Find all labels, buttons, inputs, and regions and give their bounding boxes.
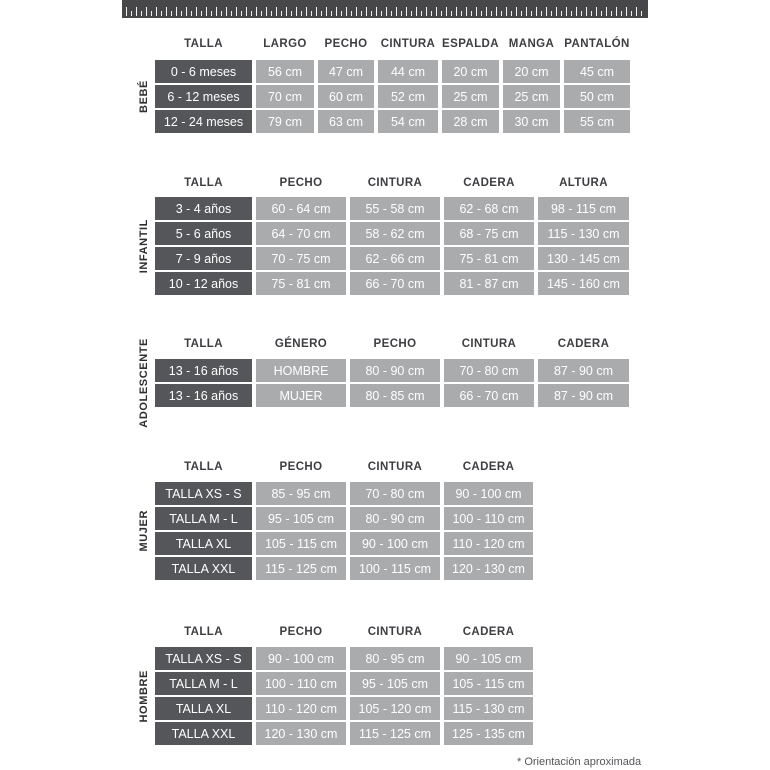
column-header: PECHO — [279, 177, 323, 189]
value-cell: 66 - 70 cm — [350, 272, 440, 295]
table-body — [155, 359, 629, 407]
table-body — [155, 482, 533, 580]
column-header: CINTURA — [380, 38, 436, 50]
value-cell: 66 - 70 cm — [444, 384, 534, 407]
value-cell: 63 cm — [318, 110, 374, 133]
column-header: PANTALÓN — [564, 38, 630, 50]
value-cell: 55 cm — [564, 110, 630, 133]
value-cell: 98 - 115 cm — [538, 197, 629, 220]
section-label-bebé — [136, 60, 152, 133]
column-header: CADERA — [557, 338, 610, 350]
value-cell: 95 - 105 cm — [350, 672, 440, 695]
column-header: CINTURA — [461, 338, 517, 350]
value-cell: 100 - 110 cm — [444, 507, 533, 530]
column-header: TALLA — [184, 461, 223, 473]
value-cell: 110 - 120 cm — [256, 697, 346, 720]
value-cell: 80 - 90 cm — [350, 359, 440, 382]
value-cell: 50 cm — [564, 85, 630, 108]
value-cell: 81 - 87 cm — [444, 272, 534, 295]
value-cell: 70 - 75 cm — [256, 247, 346, 270]
value-cell: 52 cm — [378, 85, 438, 108]
section-label-text: BEBÉ — [138, 80, 150, 113]
value-cell: 120 - 130 cm — [444, 557, 533, 580]
size-table-mujer — [155, 459, 533, 580]
size-cell: TALLA XXL — [155, 722, 252, 745]
value-cell: 75 - 81 cm — [444, 247, 534, 270]
value-cell: 110 - 120 cm — [444, 532, 533, 555]
value-cell: 55 - 58 cm — [350, 197, 440, 220]
value-cell: 120 - 130 cm — [256, 722, 346, 745]
value-cell: 68 - 75 cm — [444, 222, 534, 245]
ruler-major-ticks-icon — [126, 7, 645, 16]
table-header-row — [155, 36, 630, 52]
size-table-bebé — [155, 36, 630, 133]
size-cell: 7 - 9 años — [155, 247, 252, 270]
column-header: TALLA — [184, 626, 223, 638]
column-header: TALLA — [184, 38, 223, 50]
value-cell: 115 - 125 cm — [350, 722, 440, 745]
table-header-row — [155, 175, 629, 191]
value-cell: 87 - 90 cm — [538, 359, 629, 382]
value-cell: 87 - 90 cm — [538, 384, 629, 407]
section-label-text: HOMBRE — [138, 669, 150, 723]
size-cell: 10 - 12 años — [155, 272, 252, 295]
column-header: GÉNERO — [274, 338, 328, 350]
value-cell: 105 - 115 cm — [256, 532, 346, 555]
value-cell: HOMBRE — [256, 359, 346, 382]
size-table-hombre — [155, 624, 533, 745]
column-header: CINTURA — [367, 177, 423, 189]
column-header: TALLA — [184, 177, 223, 189]
size-cell: TALLA M - L — [155, 672, 252, 695]
table-body — [155, 197, 629, 295]
value-cell: 20 cm — [503, 60, 560, 83]
value-cell: 100 - 110 cm — [256, 672, 346, 695]
value-cell: 115 - 125 cm — [256, 557, 346, 580]
column-header: CADERA — [463, 177, 515, 189]
size-cell: 5 - 6 años — [155, 222, 252, 245]
section-label-hombre — [136, 647, 152, 745]
value-cell: 90 - 105 cm — [444, 647, 533, 670]
size-cell: 6 - 12 meses — [155, 85, 252, 108]
size-cell: TALLA XXL — [155, 557, 252, 580]
value-cell: 28 cm — [442, 110, 499, 133]
value-cell: 70 - 80 cm — [350, 482, 440, 505]
column-header: CADERA — [462, 626, 515, 638]
value-cell: 125 - 135 cm — [444, 722, 533, 745]
value-cell: 105 - 120 cm — [350, 697, 440, 720]
value-cell: MUJER — [256, 384, 346, 407]
value-cell: 90 - 100 cm — [350, 532, 440, 555]
size-cell: 13 - 16 años — [155, 359, 252, 382]
column-header: TALLA — [184, 338, 223, 350]
size-cell: TALLA M - L — [155, 507, 252, 530]
value-cell: 80 - 95 cm — [350, 647, 440, 670]
value-cell: 45 cm — [564, 60, 630, 83]
column-header: ALTURA — [559, 177, 608, 189]
size-cell: TALLA XS - S — [155, 647, 252, 670]
size-table-infantil — [155, 175, 629, 295]
table-header-row — [155, 624, 533, 640]
value-cell: 100 - 115 cm — [350, 557, 440, 580]
value-cell: 145 - 160 cm — [538, 272, 629, 295]
value-cell: 95 - 105 cm — [256, 507, 346, 530]
value-cell: 80 - 90 cm — [350, 507, 440, 530]
value-cell: 130 - 145 cm — [538, 247, 629, 270]
value-cell: 44 cm — [378, 60, 438, 83]
value-cell: 70 - 80 cm — [444, 359, 534, 382]
footnote: * Orientación aproximada — [517, 756, 642, 768]
table-body — [155, 60, 630, 133]
section-label-mujer — [136, 482, 152, 580]
value-cell: 70 cm — [256, 85, 314, 108]
value-cell: 115 - 130 cm — [444, 697, 533, 720]
section-label-text: ADOLESCENTE — [138, 338, 150, 428]
section-label-adolescente — [136, 338, 152, 428]
value-cell: 90 - 100 cm — [256, 647, 346, 670]
column-header: ESPALDA — [442, 38, 499, 50]
value-cell: 105 - 115 cm — [444, 672, 533, 695]
value-cell: 75 - 81 cm — [256, 272, 346, 295]
size-cell: TALLA XL — [155, 697, 252, 720]
value-cell: 47 cm — [318, 60, 374, 83]
value-cell: 90 - 100 cm — [444, 482, 533, 505]
value-cell: 56 cm — [256, 60, 314, 83]
value-cell: 80 - 85 cm — [350, 384, 440, 407]
value-cell: 20 cm — [442, 60, 499, 83]
value-cell: 30 cm — [503, 110, 560, 133]
column-header: LARGO — [263, 38, 307, 50]
table-body — [155, 647, 533, 745]
value-cell: 62 - 68 cm — [444, 197, 534, 220]
size-cell: 13 - 16 años — [155, 384, 252, 407]
column-header: PECHO — [324, 38, 368, 50]
column-header: CADERA — [462, 461, 515, 473]
size-cell: TALLA XS - S — [155, 482, 252, 505]
value-cell: 62 - 66 cm — [350, 247, 440, 270]
size-cell: 0 - 6 meses — [155, 60, 252, 83]
column-header: PECHO — [279, 461, 323, 473]
column-header: PECHO — [373, 338, 417, 350]
size-table-adolescente — [155, 336, 629, 407]
value-cell: 115 - 130 cm — [538, 222, 629, 245]
size-cell: 12 - 24 meses — [155, 110, 252, 133]
measuring-tape-graphic — [122, 0, 648, 18]
size-cell: 3 - 4 años — [155, 197, 252, 220]
value-cell: 25 cm — [442, 85, 499, 108]
section-label-text: MUJER — [138, 510, 150, 552]
table-header-row — [155, 459, 533, 475]
value-cell: 79 cm — [256, 110, 314, 133]
value-cell: 58 - 62 cm — [350, 222, 440, 245]
column-header: CINTURA — [367, 461, 423, 473]
column-header: MANGA — [508, 38, 555, 50]
value-cell: 60 - 64 cm — [256, 197, 346, 220]
table-header-row — [155, 336, 629, 352]
value-cell: 54 cm — [378, 110, 438, 133]
value-cell: 60 cm — [318, 85, 374, 108]
size-cell: TALLA XL — [155, 532, 252, 555]
value-cell: 85 - 95 cm — [256, 482, 346, 505]
section-label-infantil — [136, 197, 152, 295]
value-cell: 25 cm — [503, 85, 560, 108]
column-header: CINTURA — [367, 626, 423, 638]
value-cell: 64 - 70 cm — [256, 222, 346, 245]
column-header: PECHO — [279, 626, 323, 638]
section-label-text: INFANTIL — [138, 218, 150, 274]
